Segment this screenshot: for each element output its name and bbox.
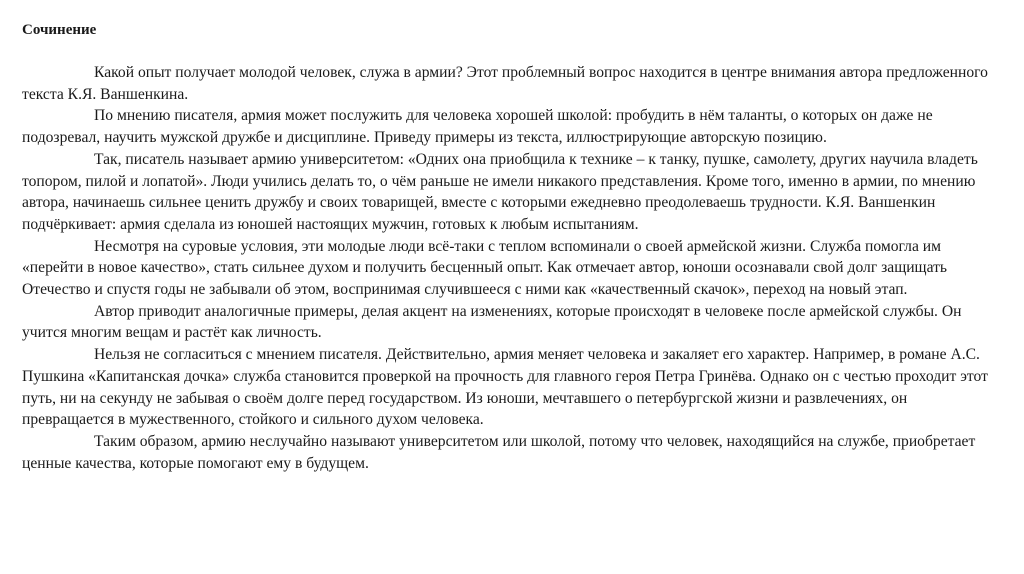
paragraph-5: Автор приводит аналогичные примеры, делая акцент на изменениях, которые происходят в человеке после армейской службы. Он учится многим вещам и растёт как личность. <box>22 302 962 342</box>
paragraph-7: Таким образом, армию неслучайно называют университетом или школой, потому что человек, находящийся на службе, приобретает ценные качества, которые помогают ему в будущем. <box>22 432 976 472</box>
document-title: Сочинение <box>22 22 97 38</box>
document-page <box>22 20 1002 474</box>
paragraph-4: Несмотря на суровые условия, эти молодые люди всё-таки с теплом вспоминали о своей армейской жизни. Служба помогла им «перейти в новое качество», стать сильнее духом и получить бесценный опыт. Как отмечает автор, юноши осознавали свой долг защищать Отечество и спустя годы не забывали об этом, воспринимая случившееся с ними как «качественный скачок», переход на новый этап. <box>22 237 948 299</box>
paragraph-3: Так, писатель называет армию университетом: «Одних она приобщила к технике – к танку, пушке, самолету, других научила владеть топором, пилой и лопатой». Люди учились делать то, о чём раньше не имели никакого представления. Кроме того, именно в армии, по мнению автора, начинаешь сильнее ценить дружбу и своих товарищей, вместе с которыми ежедневно преодолеваешь трудности. К.Я. Ваншенкин подчёркивает: армия сделала из юношей настоящих мужчин, готовых к любым испытаниям. <box>22 150 978 233</box>
paragraph-2: По мнению писателя, армия может послужить для человека хорошей школой: пробудить в нём таланты, о которых он даже не подозревал, научить мужской дружбе и дисциплине. Приведу примеры из текста, иллюстрирующие авторскую позицию. <box>22 107 933 147</box>
document-body <box>22 62 1002 474</box>
paragraph-1: Какой опыт получает молодой человек, служа в армии? Этот проблемный вопрос находится в центре внимания автора предложенного текста К.Я. Ваншенкина. <box>22 64 988 103</box>
paragraph-6: Нельзя не согласиться с мнением писателя. Действительно, армия меняет человека и закаляет его характер. Например, в романе А.С. Пушкина «Капитанская дочка» служба становится проверкой на прочность для главного героя Петра Гринёва. Однако он с честью проходит этот путь, ни на секунду не забывая о своём долге перед государством. Из юноши, мечтавшего о петербургской жизни и развлечениях, он превращается в мужественного, стойкого и сильного духом человека. <box>22 346 988 429</box>
